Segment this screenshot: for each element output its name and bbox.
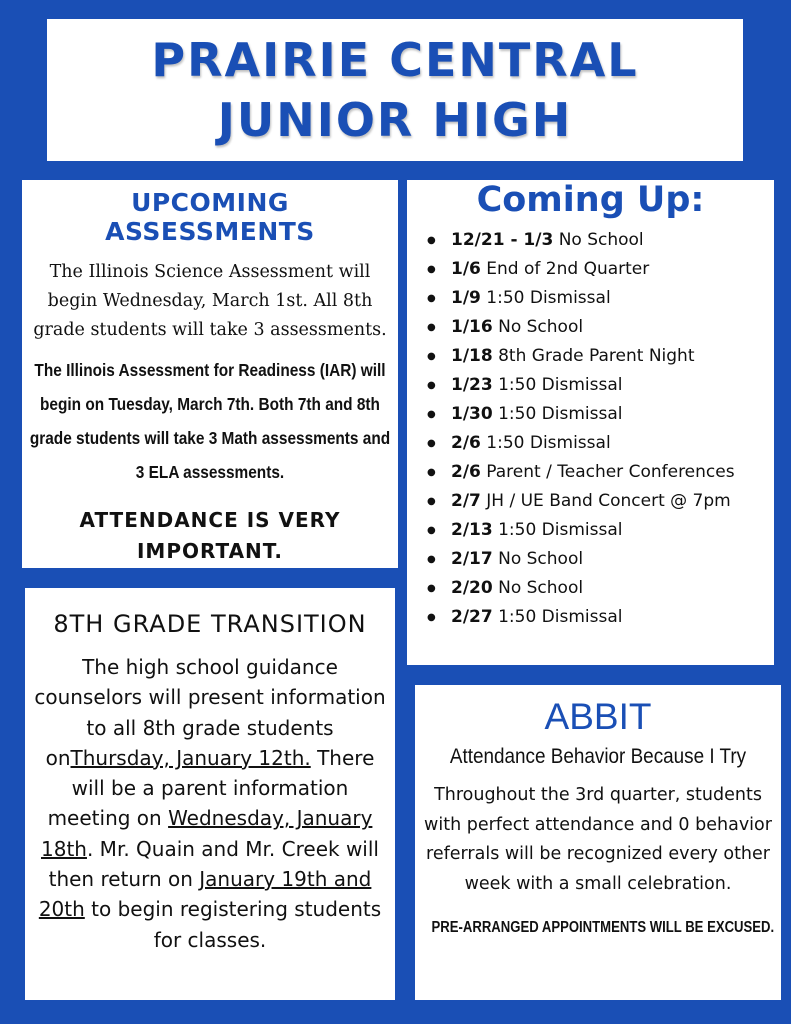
list-item [427,574,774,603]
list-item [427,255,774,284]
abbit-panel [415,685,781,1000]
event-date: 1/16 [451,317,493,337]
event-text: No School [492,317,584,337]
event-date: 2/13 [451,520,493,540]
transition-date-wednesday: Wednesday, January 18th [41,806,373,861]
school-name-line1: PRAIRIE CENTRAL [151,33,639,87]
coming-up-panel [407,180,774,665]
science-assessment-text: The Illinois Science Assessment will begin Wednesday, March 1st. All 8th grade students will take 3 assessments. [33,262,387,340]
event-date: 2/27 [451,607,493,627]
event-list [407,226,774,632]
transition-date-registration: January 19th and 20th [38,867,372,922]
list-item [427,284,774,313]
event-date: 1/23 [451,375,493,395]
event-date: 2/20 [451,578,493,598]
appointments-notice: PRE-ARRANGED APPOINTMENTS WILL BE EXCUSED. [431,919,775,936]
event-date: 2/6 [451,433,481,453]
event-text: 1:50 Dismissal [492,520,623,540]
transition-text-part2: There will be a parent information meeting on [47,745,375,831]
list-item [427,313,774,342]
transition-text-part3: . Mr. Quain and Mr. Creek will then return on [48,836,379,892]
iar-assessment-text: The Illinois Assessment for Readiness (IAR) will begin on Tuesday, March 7th. Both 7th and 8th grade students will take 3 Math assessments and 3 ELA assessments. [29,360,391,482]
header-banner [47,19,743,161]
event-date: 1/30 [451,404,493,424]
event-text: No School [492,549,584,569]
coming-up-title: Coming Up: [476,180,705,220]
event-date: 2/17 [451,549,493,569]
list-item [427,342,774,371]
list-item [427,516,774,545]
transition-text [25,652,395,955]
event-date: 1/18 [451,346,493,366]
upcoming-assessments-panel [22,180,398,568]
transition-text-part4: to begin registering students for classes. [84,897,382,952]
attendance-notice: ATTENDANCE IS VERY IMPORTANT. [79,508,341,563]
transition-text-part1: The high school guidance counselors will present information to all 8th grade students on [34,655,386,770]
abbit-subtitle: Attendance Behavior Because I Try [449,745,747,768]
event-text: No School [492,578,584,598]
event-text: 1:50 Dismissal [492,375,623,395]
list-item [427,226,774,255]
assessments-title: UPCOMING ASSESSMENTS [105,188,315,246]
event-text: End of 2nd Quarter [480,259,650,279]
event-text: 1:50 Dismissal [480,288,611,308]
event-text: 1:50 Dismissal [492,607,623,627]
event-text: JH / UE Band Concert @ 7pm [480,491,731,511]
grade-transition-panel [25,588,395,1000]
event-text: Parent / Teacher Conferences [480,462,735,482]
transition-date-thursday: Thursday, January 12th. [70,745,311,770]
event-date: 1/9 [451,288,481,308]
transition-title: 8TH GRADE TRANSITION [53,610,367,638]
list-item [427,371,774,400]
event-text: 1:50 Dismissal [480,433,611,453]
event-date: 2/7 [451,491,481,511]
event-date: 2/6 [451,462,481,482]
list-item [427,400,774,429]
school-name-line2: JUNIOR HIGH [217,93,573,147]
list-item [427,487,774,516]
event-date: 12/21 - 1/3 [451,230,554,250]
list-item [427,458,774,487]
event-text: 1:50 Dismissal [492,404,623,424]
abbit-description: Throughout the 3rd quarter, students with perfect attendance and 0 behavior referrals will be recognized every other week with a small celebration. [424,785,772,894]
list-item [427,545,774,574]
list-item [427,603,774,632]
event-text: No School [553,230,644,250]
event-date: 1/6 [451,259,481,279]
abbit-title: ABBIT [544,696,652,737]
list-item [427,429,774,458]
event-text: 8th Grade Parent Night [492,346,695,366]
